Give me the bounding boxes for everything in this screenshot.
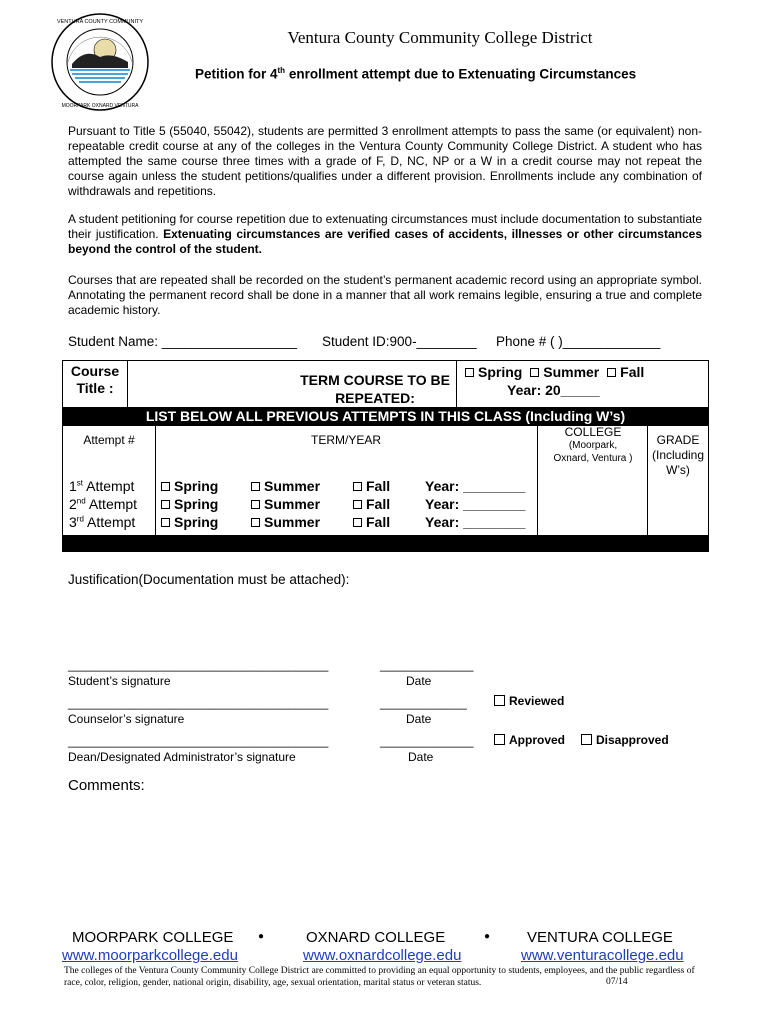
student-id-field[interactable]: Student ID:900-________ xyxy=(322,334,477,349)
approved-checkbox[interactable] xyxy=(494,733,565,747)
checkbox-icon xyxy=(465,368,474,377)
petition-title-sup: th xyxy=(277,66,286,75)
summer-label: Summer xyxy=(264,514,321,530)
attempt-spring-checkbox[interactable] xyxy=(161,496,218,512)
revision-date: 07/14 xyxy=(606,977,628,987)
attempt-num: 1 xyxy=(69,478,77,494)
checkbox-icon xyxy=(251,518,260,527)
district-seal-logo xyxy=(50,12,150,112)
attempt-sup: st xyxy=(76,478,84,488)
attempt-spring-checkbox[interactable] xyxy=(161,478,218,494)
term-spring-checkbox[interactable] xyxy=(465,364,522,380)
term-options xyxy=(465,364,644,380)
footer-bullet: ● xyxy=(484,931,491,942)
signature-dean-date-label: Date xyxy=(408,750,434,764)
attempt-label xyxy=(69,478,134,494)
signature-student-date-label: Date xyxy=(406,674,432,688)
checkbox-icon xyxy=(161,500,170,509)
attempt-year-field[interactable]: Year: ________ xyxy=(425,496,526,512)
checkbox-icon xyxy=(581,734,592,745)
attempt-num: 3 xyxy=(69,514,77,530)
petition-title xyxy=(195,66,636,82)
checkbox-icon xyxy=(353,500,362,509)
student-name-field[interactable]: Student Name: __________________ xyxy=(68,334,297,349)
fall-label: Fall xyxy=(366,478,391,494)
attempt-num: 2 xyxy=(69,496,77,512)
paragraph-2-plain: A student petitioning for course repetition due to extenuating circumstances must include documentation to substantiate their justification. xyxy=(68,212,702,241)
term-row-divider xyxy=(456,361,457,407)
spring-label: Spring xyxy=(174,478,219,494)
paragraph-title5: Pursuant to Title 5 (55040, 55042), students are permitted 3 enrollment attempts to pass the same (or equivalent) non-repeatable credit course at any of the colleges in the Ventura County Community College District. A student who has attempted the same course three times with a grade of F, D, NC, NP or a W in a credit course may not repeat the course again unless the student petitions/qualifies under a different provision. Enrollments include any combination of withdrawals and repetitions. xyxy=(68,124,702,198)
checkbox-icon xyxy=(161,518,170,527)
attempt-text: Attempt xyxy=(83,478,135,494)
justification-textarea[interactable] xyxy=(68,592,702,652)
summer-label: Summer xyxy=(264,496,321,512)
attempt-text: Attempt xyxy=(85,496,138,512)
previous-attempts-header: LIST BELOW ALL PREVIOUS ATTEMPTS IN THIS CLASS (Including W’s) xyxy=(63,407,708,426)
justification-label: Justification(Documentation must be attached): xyxy=(68,572,350,587)
district-title: Ventura County Community College District xyxy=(287,28,593,47)
attempt-spring-checkbox[interactable] xyxy=(161,514,218,530)
fall-label: Fall xyxy=(366,514,391,530)
signature-dean-label: Dean/Designated Administrator’s signature xyxy=(68,750,296,764)
fall-label: Fall xyxy=(366,496,391,512)
paragraph-justification-requirement xyxy=(68,212,702,257)
signature-dean-line[interactable]: _______________________________________ xyxy=(68,734,329,748)
signature-counselor-date-label: Date xyxy=(406,712,432,726)
signature-counselor-label: Counselor’s signature xyxy=(68,712,185,726)
paragraph-2-bold: Extenuating circumstances are verified cases of accidents, illnesses or other circumstances beyond the control of the student. xyxy=(68,227,702,256)
checkbox-icon xyxy=(494,734,505,745)
checkbox-icon xyxy=(530,368,539,377)
svg-text:MOORPARK OXNARD VENTURA: MOORPARK OXNARD VENTURA xyxy=(61,103,139,109)
disapproved-label: Disapproved xyxy=(596,733,669,747)
term-fall-checkbox[interactable] xyxy=(607,364,644,380)
attempt-fall-checkbox[interactable] xyxy=(353,478,390,494)
attempt-fall-checkbox[interactable] xyxy=(353,496,390,512)
checkbox-icon xyxy=(251,482,260,491)
term-summer-checkbox[interactable] xyxy=(530,364,599,380)
termyear-column-header: TERM/YEAR xyxy=(310,433,381,447)
grade-column-header: GRADE (Including W’s) xyxy=(651,433,705,477)
comments-label: Comments: xyxy=(68,777,145,794)
reviewed-checkbox[interactable] xyxy=(494,694,564,708)
footer-bullet: ● xyxy=(258,931,265,942)
ventura-link[interactable]: www.venturacollege.edu xyxy=(521,947,684,964)
equal-opportunity-notice: The colleges of the Ventura County Community College District are committed to providing an equal opportunity to students, employees, and the public regardless of race, color, religion, gender, national origin, disability, age, sexual orientation, marital status or veteran status. xyxy=(64,966,695,988)
footer-college-ventura: VENTURA COLLEGE xyxy=(527,929,673,946)
checkbox-icon xyxy=(494,695,505,706)
spring-label: Spring xyxy=(174,514,219,530)
attempt-row xyxy=(63,514,708,532)
table-footer-bar xyxy=(63,535,708,551)
svg-text:VENTURA COUNTY COMMUNITY: VENTURA COUNTY COMMUNITY xyxy=(56,19,144,25)
signature-dean-date-line[interactable]: ______________ xyxy=(380,734,474,748)
paragraph-academic-record: Courses that are repeated shall be recorded on the student’s permanent academic record using an appropriate symbol. Annotating the permanent record shall be done in a manner that all work remains legible, ensuring a true and complete academic history. xyxy=(68,273,702,317)
attempt-sup: rd xyxy=(76,514,84,524)
checkbox-icon xyxy=(353,482,362,491)
attempt-text: Attempt xyxy=(83,514,136,530)
signature-student-date-line[interactable]: ______________ xyxy=(380,658,474,672)
spring-label: Spring xyxy=(174,496,219,512)
term-fall-label: Fall xyxy=(620,364,645,380)
signature-counselor-line[interactable]: _______________________________________ xyxy=(68,696,329,710)
attempt-year-field[interactable]: Year: ________ xyxy=(425,514,526,530)
footer-college-oxnard: OXNARD COLLEGE xyxy=(306,929,446,946)
petition-title-pre: Petition for 4 xyxy=(195,66,278,82)
attempt-fall-checkbox[interactable] xyxy=(353,514,390,530)
attempt-row xyxy=(63,478,708,496)
college-column-header: COLLEGE xyxy=(564,425,622,439)
summer-label: Summer xyxy=(264,478,321,494)
attempt-label xyxy=(69,496,137,512)
attempt-year-field[interactable]: Year: ________ xyxy=(425,478,526,494)
signature-student-line[interactable]: _______________________________________ xyxy=(68,658,329,672)
moorpark-link[interactable]: www.moorparkcollege.edu xyxy=(62,947,238,964)
attempt-rows xyxy=(63,478,708,532)
signature-student-label: Student’s signature xyxy=(68,674,171,688)
attempt-summer-checkbox[interactable] xyxy=(251,478,320,494)
attempt-summer-checkbox[interactable] xyxy=(251,496,320,512)
footer-college-moorpark: MOORPARK COLLEGE xyxy=(72,929,234,946)
disapproved-checkbox[interactable] xyxy=(581,733,669,747)
phone-field[interactable]: Phone # ( )_____________ xyxy=(496,334,661,349)
attempt-row xyxy=(63,496,708,514)
checkbox-icon xyxy=(251,500,260,509)
term-year-field[interactable]: Year: 20_____ xyxy=(507,382,600,398)
term-to-repeat-label: TERM COURSE TO BE REPEATED: xyxy=(300,372,450,406)
signature-counselor-date-line[interactable]: _____________ xyxy=(380,696,467,710)
oxnard-link[interactable]: www.oxnardcollege.edu xyxy=(303,947,462,964)
checkbox-icon xyxy=(161,482,170,491)
comments-textarea[interactable] xyxy=(68,800,702,910)
checkbox-icon xyxy=(353,518,362,527)
college-column-subheader: (Moorpark, Oxnard, Ventura ) xyxy=(553,440,633,464)
attempt-summer-checkbox[interactable] xyxy=(251,514,320,530)
attempt-sup: nd xyxy=(76,496,86,506)
approved-label: Approved xyxy=(509,733,566,747)
petition-title-post: enrollment attempt due to Extenuating Circumstances xyxy=(285,66,637,82)
checkbox-icon xyxy=(607,368,616,377)
attempt-label xyxy=(69,514,135,530)
course-table xyxy=(62,360,709,552)
reviewed-label: Reviewed xyxy=(509,694,565,708)
term-summer-label: Summer xyxy=(543,364,600,380)
term-spring-label: Spring xyxy=(478,364,523,380)
course-title-label: Course Title : xyxy=(70,363,120,396)
attempt-column-header: Attempt # xyxy=(83,433,135,447)
